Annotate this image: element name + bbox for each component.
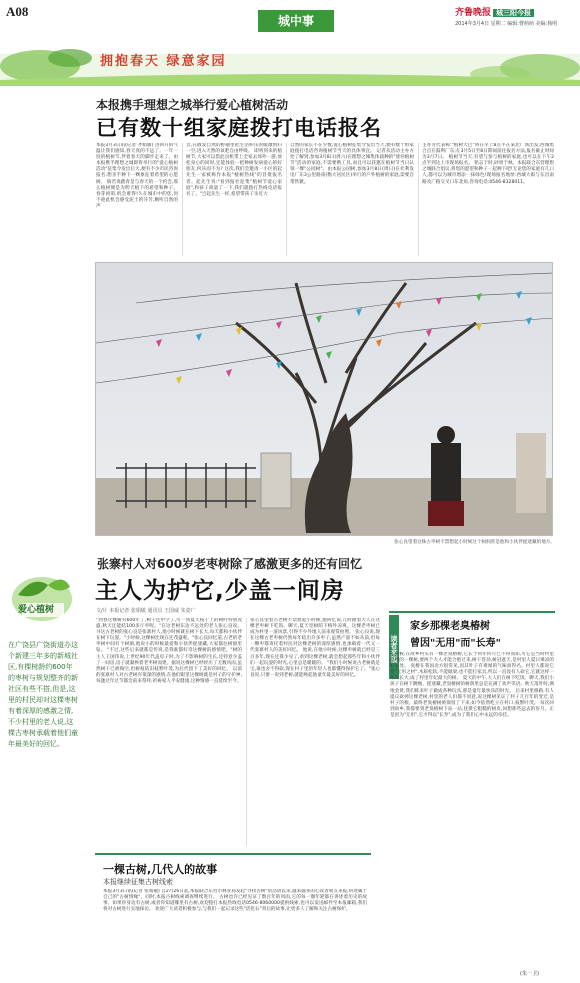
reader-label: 读者来稿	[389, 615, 399, 679]
article1-headline: 已有数十组家庭拨打电话报名	[96, 116, 382, 140]
article2-headline: 主人为护它,少盖一间房	[95, 578, 345, 604]
sidebar-intro: 在广饶县广饶街道办这个新建三年多的新城社区,有棵树龄约600年的枣树与规划整齐的新社区有些不搭,但是,这里的村民却对这棵枣树有着深厚的感激之情,不少村里的老人说,这棵古枣树承载着他们童年最美好的回忆。	[8, 641, 78, 748]
article2-col2: 张心良望着古老树不禁想起小时候,他回忆说,儿时跟着大人在这棵老枣树下吃饭、聊天,夏天里树荫下格外凉爽。这棵老枣树已成为村里一道风景,引得不少外地人前来观赏拍照。 张心良说,现在这棵古老枣树仍然每年结出许多枣子,虽然产量不如从前,但每一颗枣都寄托着村民对这棵老树的深厚感情,也承载着一代又一代张寨村人的美好回忆。 他说,在他小时候,这棵枣树就已经是三百多年,现在还算少见了,看到这棵老树,就会想起那些年和小伙伴们一起玩耍的时光,心里总是暖暖的。 "我们小时候说古老树就是宝,谁也舍不得砍,现在村子里的年轻人也都懂得保护它了。"张心良说,只要一说到老树,就能唤起他童年最美好的回忆。	[250, 618, 380, 678]
page-number: A08	[6, 4, 29, 19]
reader-title: 家乡那棵老臭椿树	[410, 621, 490, 632]
column-divider	[182, 143, 183, 256]
article2-col1: "到春这棵树有600年了,树干还中空了,可一到夏天枝干上的树叶特别茂盛,秋天还能结100多斤枣呢。"在这老树东边不远处的老人张心良说。 寻这古老树的张心良是张寨村人,他小时候就在树下长大,每天都和小伙伴在树下玩耍。"小时候,这棵树比现在还茂盛呢。"张心良回忆道,古老的老枣树中间有个树洞,他说小的时候最爱和小伙伴捉迷藏,大家都往树洞里钻。 "不过,这些后来就都是传说,是我谁都好奇这棵树的感情吧。"树的主人王国伟说,上世纪90年代盖房子时,为了不影响树的生长,还特意少盖了一间房,房子就紧挨着老枣树而建。据说这棵树已经经历了无数风雨,虽然树干已被掏空,但树枝依旧枝繁叶茂,为后代留下了美好的回忆。 以前的张寨村人对古老树有很深的感情,在他们眼里这棵树就是村子的守护神,每逢过年过节都会前来祭拜,祈祷家人平安健康,这种情感一直延续至今。	[96, 618, 242, 684]
campaign-leaf-logo	[8, 565, 76, 625]
column-divider	[418, 143, 419, 256]
reader-rule	[389, 611, 555, 613]
tree-illustration	[96, 263, 553, 536]
issue-info: 2014年3月4日 星期二 编辑:曹萌萌 美编:杨明	[455, 21, 558, 27]
article2-byline: 文/片 本报记者 张娟敏 通讯员 王国威 朱姿广	[96, 608, 196, 614]
logo-badge: 城三阳今报	[493, 9, 534, 17]
reader-body: 小时候,在故乡村头有一棵老臭椿树,它长于何年何月已不得而知,可它是当时村里最粗的一棵树,要两个大人才能合抱过来,树干苍劲,树冠遮天,是村里人夏日乘凉的好去处。 臭椿在我国北方很常见,因其叶子有难闻的气味而得名。村里人都说它是"无用之材",木质松软,不能做梁,也不能打家具,所以一直没有人砍它,它就这样一年年长大,成了村里年纪最大的树。 夏天的中午,大人们在树下吃饭、聊天,我们小孩子在树下跳绳、捉迷藏,老臭椿树的树荫里总是充满了欢声笑语。秋天落叶时,满地金黄,我们拣来叶子做成各种玩具,那是童年最快乐的时光。 后来村里修路,有人提议砍掉这棵老树,村里的老人们都不同意,说这棵树见证了村子几百年的变迁,是村子的根。最终老臭椿树被保留了下来,如今依然屹立在村口,枝繁叶茂。 每次回到故乡,我都要到老臭椿树下站一站,抚摸它粗糙的树皮,回想那些远去的岁月。正是因为"无用",它才得以"长寿",成为了我们心中永远的牵挂。	[390, 652, 554, 718]
spring-banner	[0, 46, 580, 86]
reader-signoff: (朱一卫)	[520, 971, 539, 977]
article1-col3: 自然的家长不在少数,爱心植树征集令发出当天,便有数十组家庭拨打电话咨询植树节当天的具体事宜。 记者从活动主办方处了解到,参加3月8日(周六)在理想之城集体栽种的"迷你植树节"活动的家庭,不需要携工具,而且可以获邀在植树节当日认领一棵"公园树"。由本报公园树,参加3月8日(周日)在社利发电厂东3公里路南(衡大居民区)举行的户外植树的家庭,需要自带铁锨。	[290, 143, 414, 185]
article3-subtitle: 本报继续征集古树线索	[103, 878, 173, 886]
article1-kicker: 本报携手理想之城举行爱心植树活动	[96, 98, 289, 112]
banner-slogan: 拥抱春天 绿意家园	[100, 54, 227, 69]
old-jujube-tree-photo	[95, 262, 553, 536]
reader-subtitle: 曾因"无用"而"长寿"	[410, 638, 501, 649]
newspaper-logo	[455, 5, 534, 18]
article1-col4: 主办方代表称:"植树大巴"将在早上8点半在某北广场出发,西城集合点在鼓利厂东;在3月5日至8日期间前往报名方法,报名截止时间为3月7日。 植树节当天,有望与参与植树的家庭,也可以在下午2点半到达上市现场报名。 铭志于时,砂周于林。本报联合东营理想之城联合倡议,将您的愿望和种子一起种下吧!无论您的家庭有几口人,都可以为城市增添一抹绿色!现场报名地址:西城大街与东昌南路及广路交叉口东北角,咨询电话:0546-8328011。	[422, 143, 554, 185]
sidebar-badge: 爱心植树	[18, 605, 55, 615]
column-divider	[286, 143, 287, 256]
photo-caption: 张心良望着这株古枣树不禁想起小时候这个树洞曾是他和小伙伴捉迷藏的地方。	[394, 540, 555, 545]
article1-col2: 音,在散发自然的野趣里把生活积压的暖激情归一空,进入天然的氧吧自由呼吸。 即将到来的植树节,大家可以借此良机带上全家去郊外一游,放松身心的同时,还能体验一把种树发病爱心的好朋友,何乐而不为? 这次,我们会邀请一小区的起先生一家被称作本报"植树热线"的首批报名者。起先生说:"看到报社征集"植树节爱心家庭",和孩子商量了一下,我们就拨打热线电话报名了。"岂起先生一样,希望带孩子亲近大	[186, 143, 282, 197]
article2-subtitle: 张寨村人对600岁老枣树除了感激更多的还有回忆	[97, 557, 363, 571]
article3-headline: 一棵古树,几代人的故事	[103, 863, 218, 876]
section-tab: 城中事	[258, 10, 334, 32]
article1-col1: 本报3月3日讯(记者 齐娟敏) 进回升的气温让我们感知,春天真的不远了。一年一度的植树节,伴着春天的脚步走来了。由本报携手理想之城即将举行的"爱心植树活动"征集令发出后天,便有不少市民咨询报名,想亲手种下一颗象征着希望的心愿树。 倘若说踏青是与春天的一个约会,那么植树便是为明天植下的希望和种子。春芽初萌,机会难得!久在城市中的您,何不趁此机会感受泥土的芬芳,顺听自然的声	[96, 143, 178, 209]
column-divider	[246, 618, 247, 846]
logo-text: 齐鲁晚报	[455, 8, 492, 18]
article3-body: 本报3月3日讯(记者 张娟敏) 自2月26日起,本报联合东营市林业局发起"寻找古树"的活动以来,越来越多的心读者朋友来报,讲述属于自己的"古树情缘"。同时,本报古树线索调查继续进行。 古树也许已经见证了数百年的风雨,它的每一圈年轮都在讲述着历史的故事。如果你身边有古树,或者你知道哪里有古树,欢迎拨打本报热线电话0546-8060000提供线索,也可以发送邮件至本报邮箱,我们将对古树进行实地探访。 欢迎广大读者积极参与,与我们一起记录这些"活化石"背后的故事,让更多人了解和关注古树保护。	[103, 889, 367, 913]
